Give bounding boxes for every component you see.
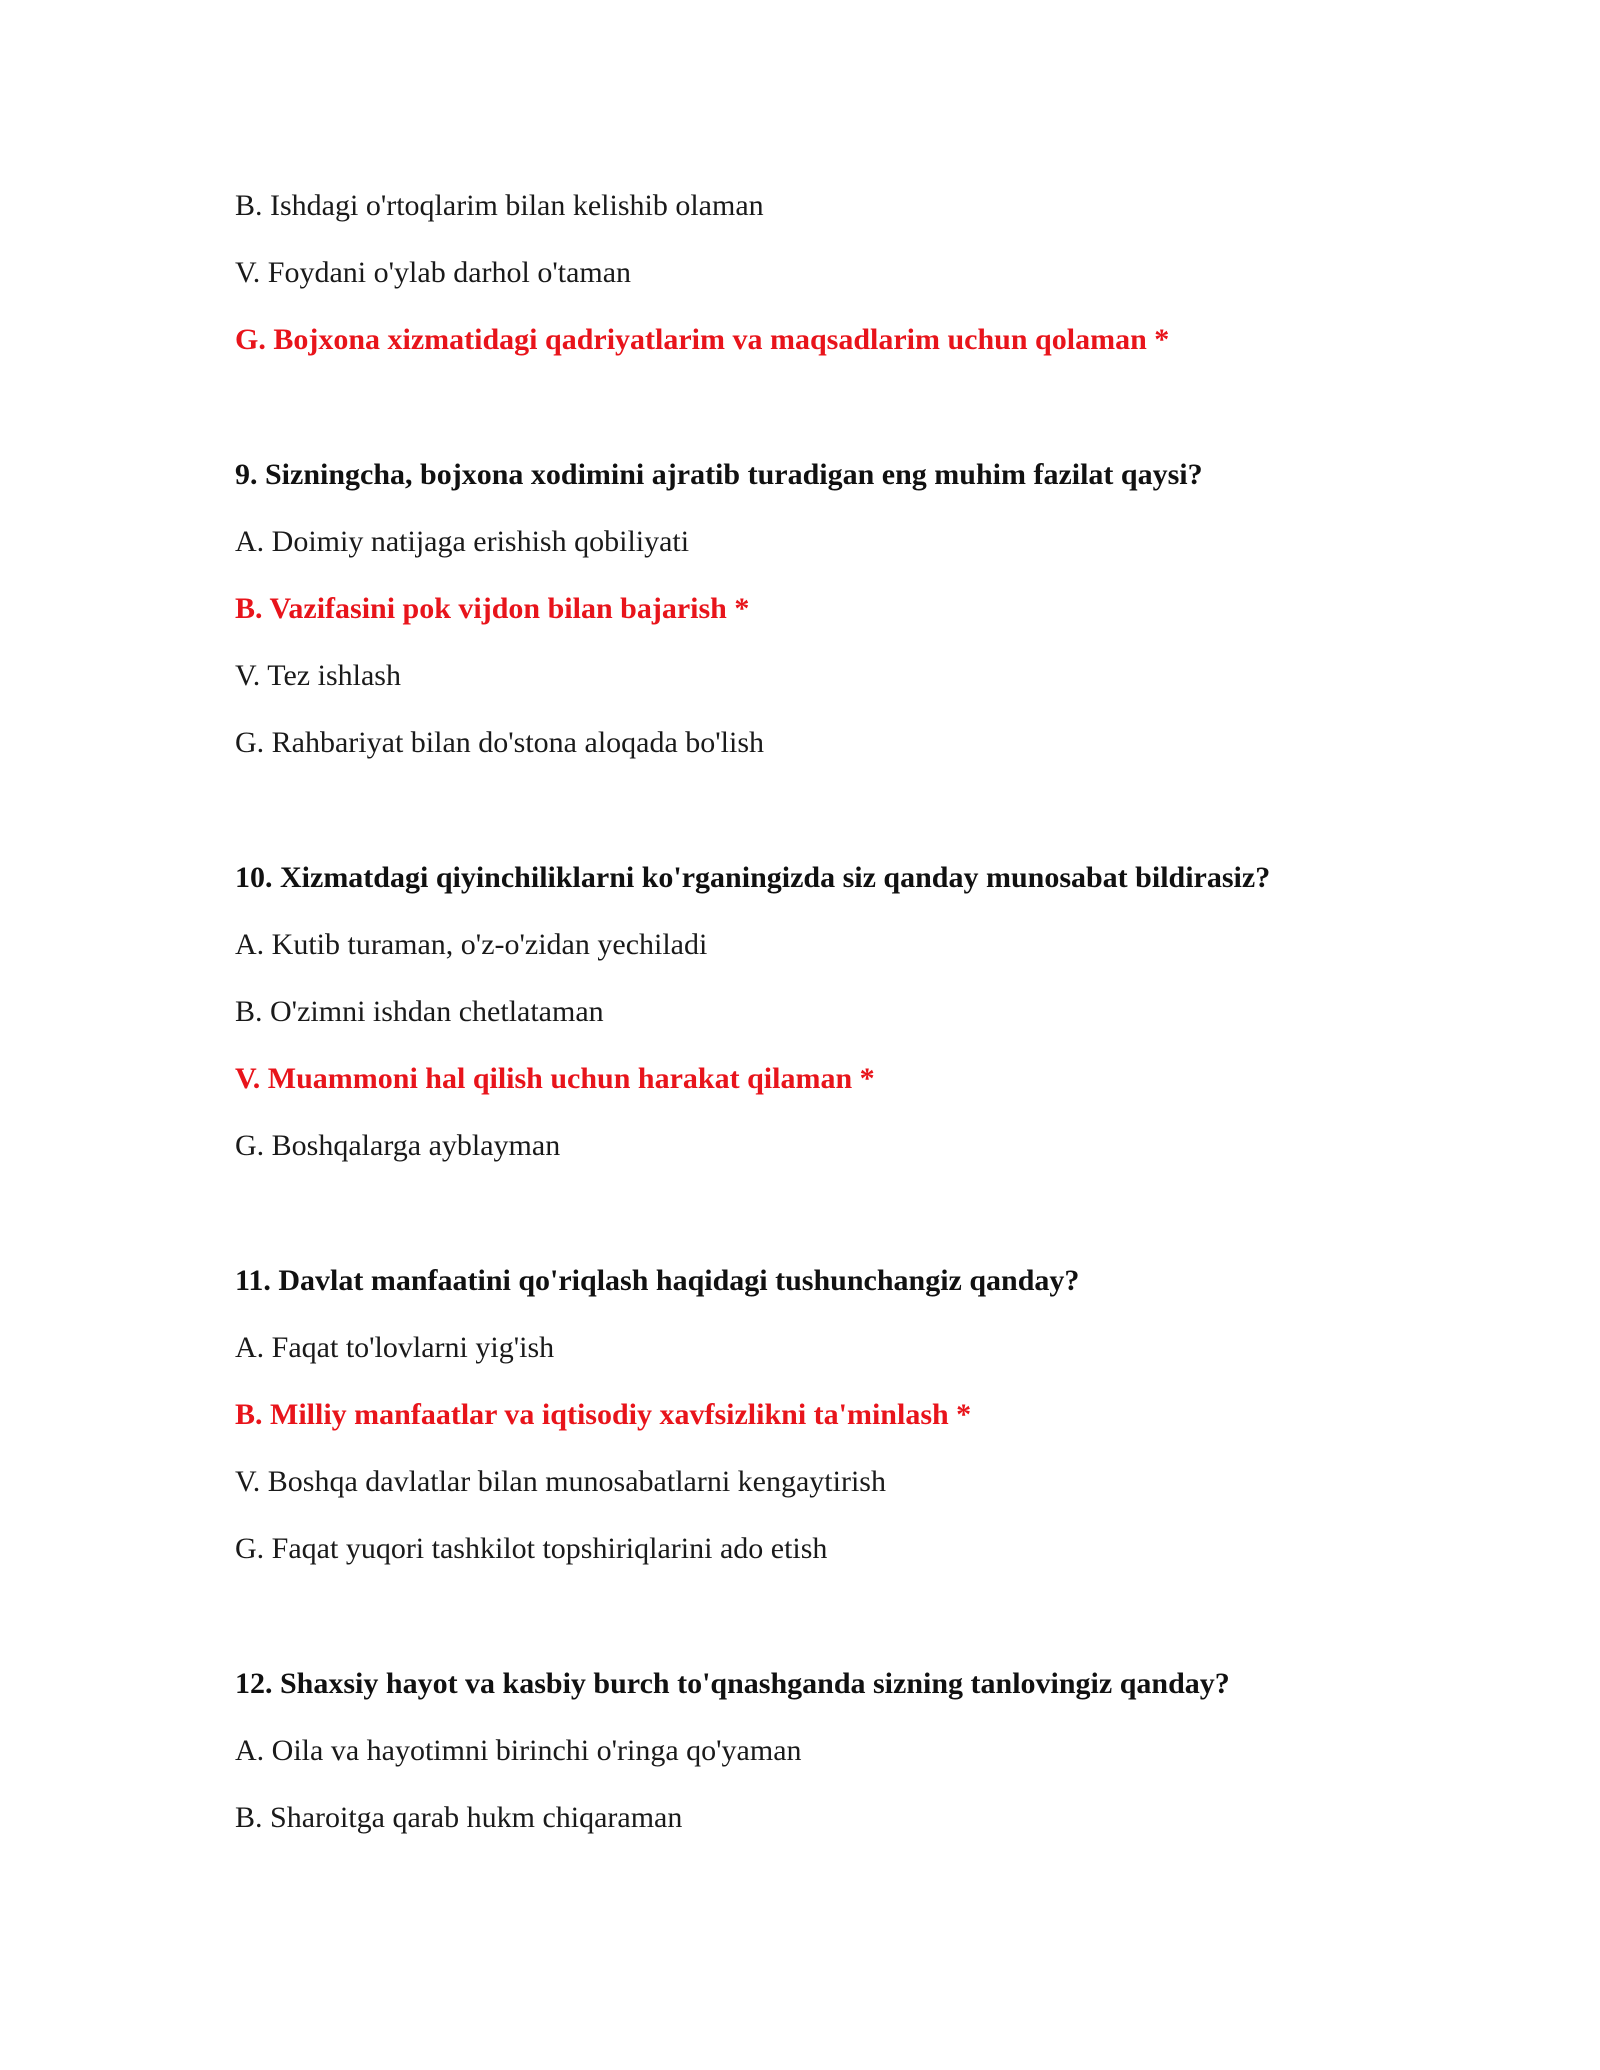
option-b: B. Ishdagi o'rtoqlarim bilan kelishib olaman — [235, 189, 764, 222]
question-12: 12. Shaxsiy hayot va kasbiy burch to'qnashganda sizning tanlovingiz qanday? — [235, 1667, 1230, 1700]
q9-option-g: G. Rahbariyat bilan do'stona aloqada bo'lish — [235, 726, 765, 759]
q10-option-b: B. O'zimni ishdan chetlataman — [235, 995, 604, 1028]
option-v: V. Foydani o'ylab darhol o'taman — [235, 256, 632, 289]
q9-option-a: A. Doimiy natijaga erishish qobiliyati — [235, 525, 690, 558]
q10-option-g: G. Boshqalarga ayblayman — [235, 1129, 561, 1162]
question-9: 9. Sizningcha, bojxona xodimini ajratib turadigan eng muhim fazilat qaysi? — [235, 458, 1203, 491]
question-10: 10. Xizmatdagi qiyinchiliklarni ko'rganingizda siz qanday munosabat bildirasiz? — [235, 861, 1271, 894]
q11-option-a: A. Faqat to'lovlarni yig'ish — [235, 1331, 555, 1364]
q11-option-b-correct: B. Milliy manfaatlar va iqtisodiy xavfsizlikni ta'minlash * — [235, 1398, 972, 1431]
q10-option-v-correct: V. Muammoni hal qilish uchun harakat qilaman * — [235, 1062, 875, 1095]
question-11: 11. Davlat manfaatini qo'riqlash haqidagi tushunchangiz qanday? — [235, 1264, 1080, 1297]
q11-option-g: G. Faqat yuqori tashkilot topshiriqlarini ado etish — [235, 1532, 828, 1565]
q9-option-v: V. Tez ishlash — [235, 659, 401, 692]
q12-option-a: A. Oila va hayotimni birinchi o'ringa qo'yaman — [235, 1734, 802, 1767]
q11-option-v: V. Boshqa davlatlar bilan munosabatlarni kengaytirish — [235, 1465, 886, 1498]
q9-option-b-correct: B. Vazifasini pok vijdon bilan bajarish * — [235, 592, 750, 625]
q12-option-b: B. Sharoitga qarab hukm chiqaraman — [235, 1801, 683, 1834]
q10-option-a: A. Kutib turaman, o'z-o'zidan yechiladi — [235, 928, 708, 961]
option-g-correct: G. Bojxona xizmatidagi qadriyatlarim va maqsadlarim uchun qolaman * — [235, 323, 1170, 356]
